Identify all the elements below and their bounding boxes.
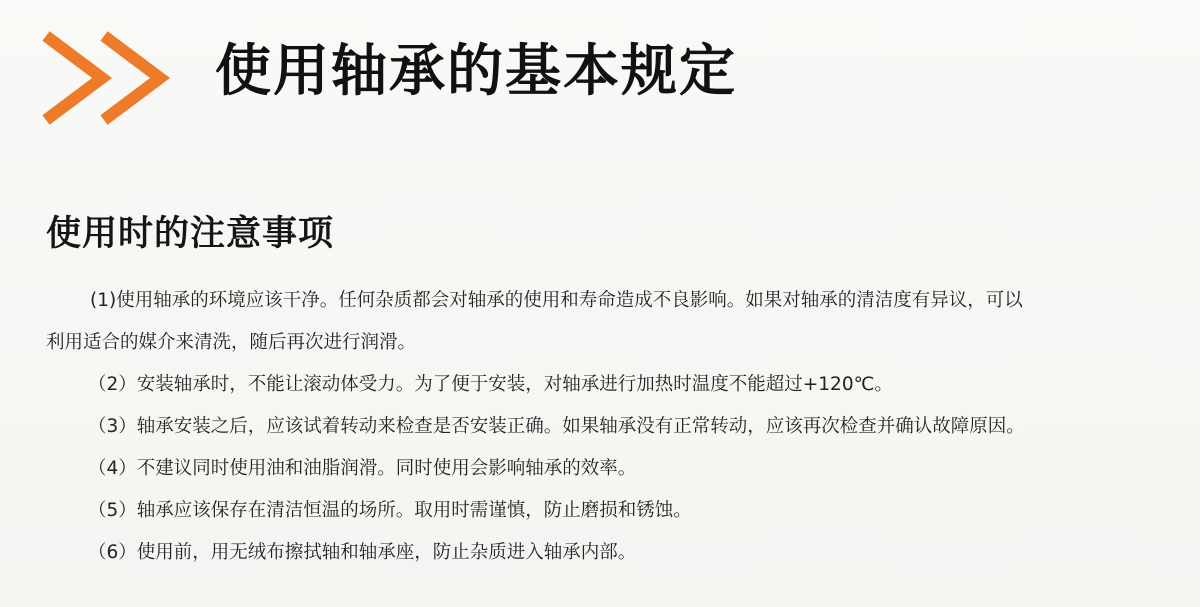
double-chevron-right-icon [40,30,190,126]
note-item-2: （2）安装轴承时，不能让滚动体受力。为了便于安装，对轴承进行加热时温度不能超过+120℃。 [88,374,893,395]
note-item-6: （6）使用前，用无绒布擦拭轴和轴承座，防止杂质进入轴承内部。 [88,542,637,563]
notes-list [46,280,1176,574]
section-heading: 使用时的注意事项 [46,214,335,254]
note-item-1-line-1: (1)使用轴承的环境应该干净。任何杂质都会对轴承的使用和寿命造成不良影响。如果对轴承的清洁度有异议，可以 [90,290,1023,311]
note-item-4: （4）不建议同时使用油和油脂润滑。同时使用会影响轴承的效率。 [88,458,637,479]
note-item-3: （3）轴承安装之后，应该试着转动来检查是否安装正确。如果轴承没有正常转动，应该再次检查并确认故障原因。 [88,416,1025,437]
note-item-1-line-2: 利用适合的媒介来清洗，随后再次进行润滑。 [46,332,417,353]
page-title: 使用轴承的基本规定 [215,39,737,104]
note-item-5: （5）轴承应该保存在清洁恒温的场所。取用时需谨慎，防止磨损和锈蚀。 [88,500,692,521]
